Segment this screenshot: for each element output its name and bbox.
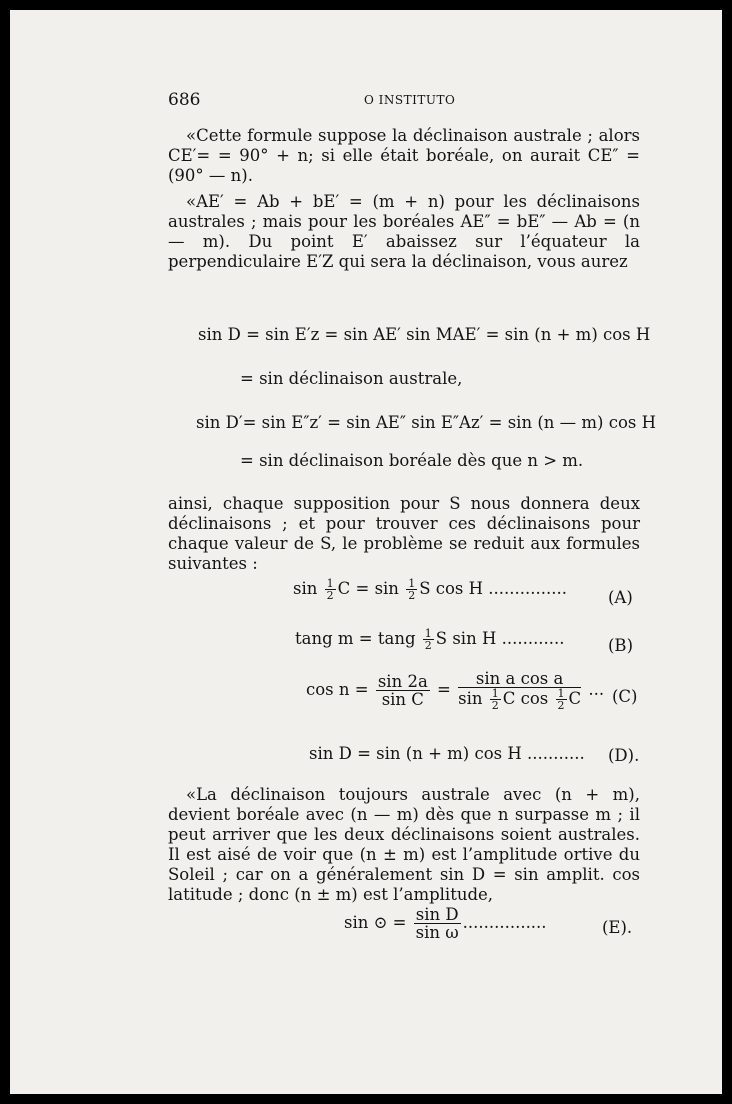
- formula-d-label: (D).: [608, 746, 640, 765]
- formula-c-fraction-1: $\frac{\sin 2a}{\text{sin C}}$: [377, 672, 428, 709]
- formula-e-label: (E).: [602, 918, 633, 937]
- formula-c: [306, 670, 604, 711]
- formula-e: [344, 906, 547, 941]
- half-fraction: $\frac{1}{2}$: [408, 577, 416, 602]
- equation-2b: = sin déclinaison boréale dès que n > m.: [240, 451, 584, 470]
- half-fraction: $\frac{1}{2}$: [424, 627, 432, 652]
- formula-a-label: (A): [608, 588, 633, 607]
- formula-d: [309, 744, 585, 763]
- formula-d-dots: ...........: [527, 744, 585, 763]
- formula-c-fraction-2: sin a cos a sin $\frac{1}{2}$ C cos $\frac{1}{2}$ C: [458, 669, 582, 712]
- paragraph-3: ainsi, chaque supposition pour S nous donnera deux déclinaisons ; et pour trouver ces déclinaisons pour chaque valeur de S, le problème se reduit aux formules suivantes :: [168, 494, 640, 573]
- formula-a-mid: C = sin: [337, 579, 399, 598]
- paragraph-2: «AE′ = Ab + bE′ = (m + n) pour les déclinaisons australes ; mais pour les boréales AE″ = bE″ — Ab = (n — m). Du point E′ abaissez sur l’équateur la perpendiculaire E′Z qui sera la déclinaison, vous aurez: [168, 192, 640, 271]
- formula-c-label: (C): [612, 687, 638, 706]
- running-title: O INSTITUTO: [364, 93, 456, 107]
- equation-1b: = sin déclinaison australe,: [240, 369, 463, 388]
- formula-b-label: (B): [608, 636, 633, 655]
- equation-1: sin D = sin E′z = sin AE′ sin MAE′ = sin (n + m) cos H: [198, 325, 651, 344]
- paragraph-1: «Cette formule suppose la déclinaison australe ; alors CE′= = 90° + n; si elle était boréale, on aurait CE″ = (90° — n).: [168, 126, 640, 185]
- formula-a: [293, 578, 567, 601]
- formula-b-dots: ............: [501, 629, 565, 648]
- formula-d-text: sin D = sin (n + m) cos H: [309, 744, 522, 763]
- formula-b: [295, 628, 565, 651]
- formula-b-left: tang m = tang: [295, 629, 416, 648]
- formula-e-dots: ................: [462, 913, 547, 932]
- half-fraction: $\frac{1}{2}$: [326, 577, 334, 602]
- page-header: [168, 90, 638, 114]
- formula-c-dots: ...: [588, 680, 605, 699]
- formula-c-equals: =: [437, 680, 451, 699]
- equation-2: sin D′= sin E″z′ = sin AE″ sin E″Az′ = sin (n — m) cos H: [196, 413, 656, 432]
- formula-c-left: cos n =: [306, 680, 369, 699]
- formula-a-right: S cos H: [419, 579, 484, 598]
- page: [10, 10, 722, 1094]
- formula-e-left: sin ⊙ =: [344, 913, 407, 932]
- formula-a-dots: ...............: [488, 579, 567, 598]
- page-number: 686: [168, 90, 201, 110]
- formula-b-right: S sin H: [435, 629, 497, 648]
- formula-e-fraction: $\frac{\text{sin D}}{\text{sin ω}}$: [415, 905, 459, 942]
- formula-a-left: sin: [293, 579, 318, 598]
- paragraph-4: «La déclinaison toujours australe avec (n + m), devient boréale avec (n — m) dès que n surpasse m ; il peut arriver que les deux déclinaisons soient australes. Il est aisé de voir que (n ± m) est l’amplitude ortive du Soleil ; car on a généralement sin D = sin amplit. cos latitude ; donc (n ± m) est l’amplitude,: [168, 785, 640, 904]
